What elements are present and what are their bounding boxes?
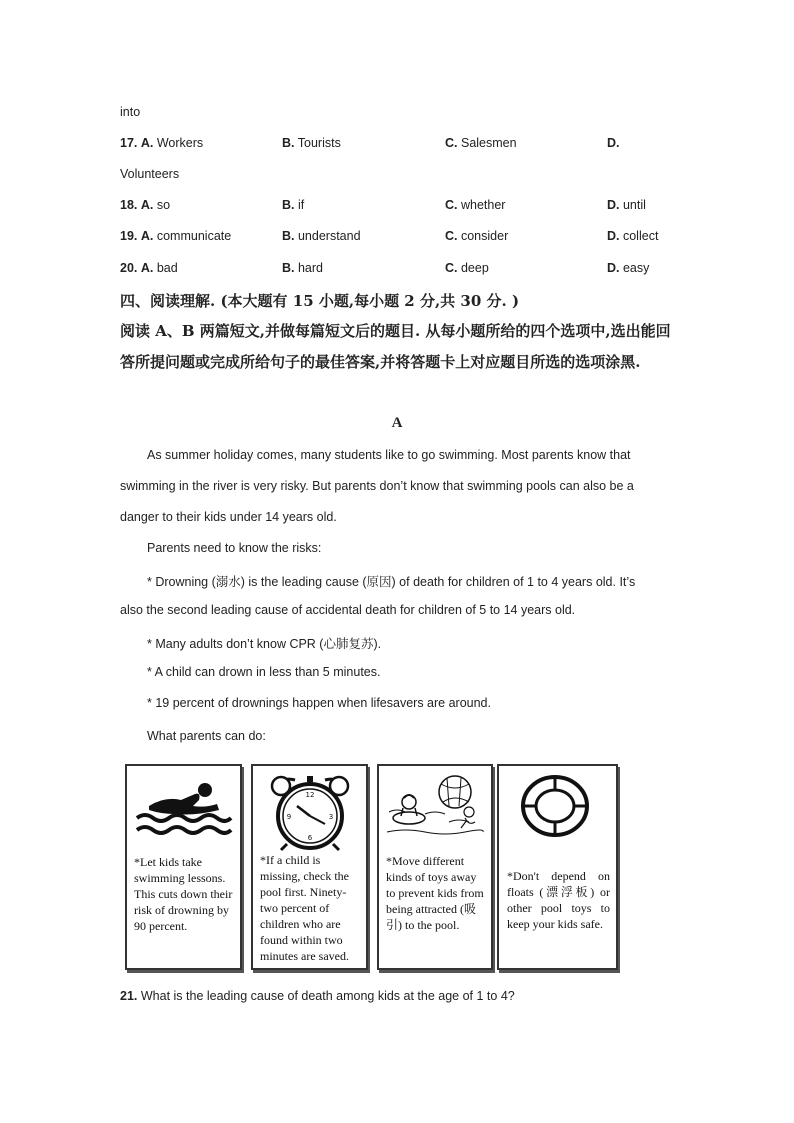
option-text: Workers — [156, 136, 204, 150]
svg-text:3: 3 — [328, 813, 334, 821]
option-label: C. — [445, 136, 458, 150]
option-text: collect — [622, 229, 659, 243]
tip-panel-move-toys — [377, 764, 493, 970]
option-a — [120, 229, 231, 243]
svg-text:9: 9 — [286, 813, 292, 821]
paragraph-2: Parents need to know the risks: — [147, 541, 322, 555]
option-a — [120, 261, 178, 275]
option-label: B. — [282, 136, 295, 150]
option-label: D. — [607, 229, 620, 243]
paragraph-1-line-2: swimming in the river is very risky. But parents don’t know that swimming pools can also be a — [120, 479, 634, 493]
option-b — [282, 136, 341, 150]
option-text: communicate — [156, 229, 232, 243]
bullet-3: * A child can drown in less than 5 minutes. — [147, 665, 381, 679]
question-21 — [120, 989, 515, 1003]
option-c — [445, 261, 489, 275]
option-label: A. — [140, 136, 154, 150]
option-d — [607, 261, 649, 275]
option-c — [445, 198, 505, 212]
section-instruction: 阅读 A、B 两篇短文,并做每篇短文后的题目. 从每小题所给的四个选项中,选出能回答所提问题或完成所给句子的最佳答案,并将答题卡上对应题目所选的选项涂黑. — [120, 322, 671, 371]
tip-panel-floats — [497, 764, 618, 970]
option-label: D. — [607, 198, 620, 212]
option-c — [445, 229, 508, 243]
option-d — [607, 198, 646, 212]
alarm-clock-icon — [267, 772, 353, 852]
question-number: 18. — [120, 198, 138, 212]
paragraph-1-line-3: danger to their kids under 14 years old. — [120, 510, 337, 524]
swim-ring-icon — [517, 772, 593, 842]
option-text: hard — [297, 261, 324, 275]
option-text: consider — [460, 229, 509, 243]
question-number: 20. — [120, 261, 138, 275]
option-label: D. — [607, 261, 620, 275]
option-label: A. — [140, 198, 154, 212]
tip-panel-check-pool — [251, 764, 368, 970]
swimmer-icon — [135, 778, 233, 840]
option-b — [282, 198, 304, 212]
option-text: deep — [460, 261, 489, 275]
panel-caption: *Move different kinds of toys away to prevent kids from being attracted (吸引) to the pool. — [386, 854, 484, 932]
option-d-wrapped-text: Volunteers — [120, 167, 180, 181]
option-b — [282, 229, 361, 243]
panel-caption: *If a child is missing, check the pool first. Ninety-two percent of children who are found within two minutes are saved. — [260, 853, 349, 963]
option-text: bad — [156, 261, 178, 275]
option-text: Tourists — [297, 136, 341, 150]
bullet-1-line-2: also the second leading cause of accidental death for children of 5 to 14 years old. — [120, 603, 576, 617]
kids-with-toys-icon — [385, 772, 485, 838]
option-label: A. — [140, 261, 154, 275]
option-label: C. — [445, 198, 458, 212]
panel-caption: *Let kids take swimming lessons. This cuts down their risk of drowning by 90 percent. — [134, 855, 233, 933]
question-text: What is the leading cause of death among kids at the age of 1 to 4? — [140, 989, 515, 1003]
option-d — [607, 136, 620, 150]
svg-text:12: 12 — [305, 791, 315, 799]
section-heading: 四、阅读理解. (本大题有 15 小题,每小题 2 分,共 30 分. ) — [120, 292, 520, 310]
continued-text: into — [120, 105, 141, 119]
question-number: 17. — [120, 136, 138, 150]
option-a — [120, 198, 170, 212]
option-text: so — [156, 198, 171, 212]
option-a — [120, 136, 203, 150]
option-label: B. — [282, 229, 295, 243]
paragraph-1-line-1: As summer holiday comes, many students like to go swimming. Most parents know that — [147, 448, 631, 462]
passage-title: A — [391, 415, 403, 431]
svg-text:6: 6 — [307, 834, 313, 842]
option-text: easy — [622, 261, 650, 275]
option-c — [445, 136, 517, 150]
option-text: whether — [460, 198, 506, 212]
option-b — [282, 261, 323, 275]
option-text: until — [622, 198, 646, 212]
question-number: 21. — [120, 989, 138, 1003]
bullet-1-line-1: * Drowning (溺水) is the leading cause (原因) of death for children of 1 to 4 years old. It’s — [147, 575, 636, 589]
option-label: B. — [282, 198, 295, 212]
question-number: 19. — [120, 229, 138, 243]
tip-panel-swimming — [125, 764, 242, 970]
option-d — [607, 229, 658, 243]
option-text: Salesmen — [460, 136, 517, 150]
panel-caption: *Don't depend on floats (漂浮板) or other pool toys to keep your kids safe. — [507, 869, 610, 931]
option-label: C. — [445, 229, 458, 243]
option-label: B. — [282, 261, 295, 275]
bullet-2: * Many adults don’t know CPR (心肺复苏). — [147, 637, 382, 651]
option-label: C. — [445, 261, 458, 275]
option-text: if — [297, 198, 305, 212]
option-text: understand — [297, 229, 361, 243]
option-label: A. — [140, 229, 154, 243]
option-label: D. — [607, 136, 620, 150]
bullet-4: * 19 percent of drownings happen when lifesavers are around. — [147, 696, 491, 710]
paragraph-3: What parents can do: — [147, 729, 266, 743]
